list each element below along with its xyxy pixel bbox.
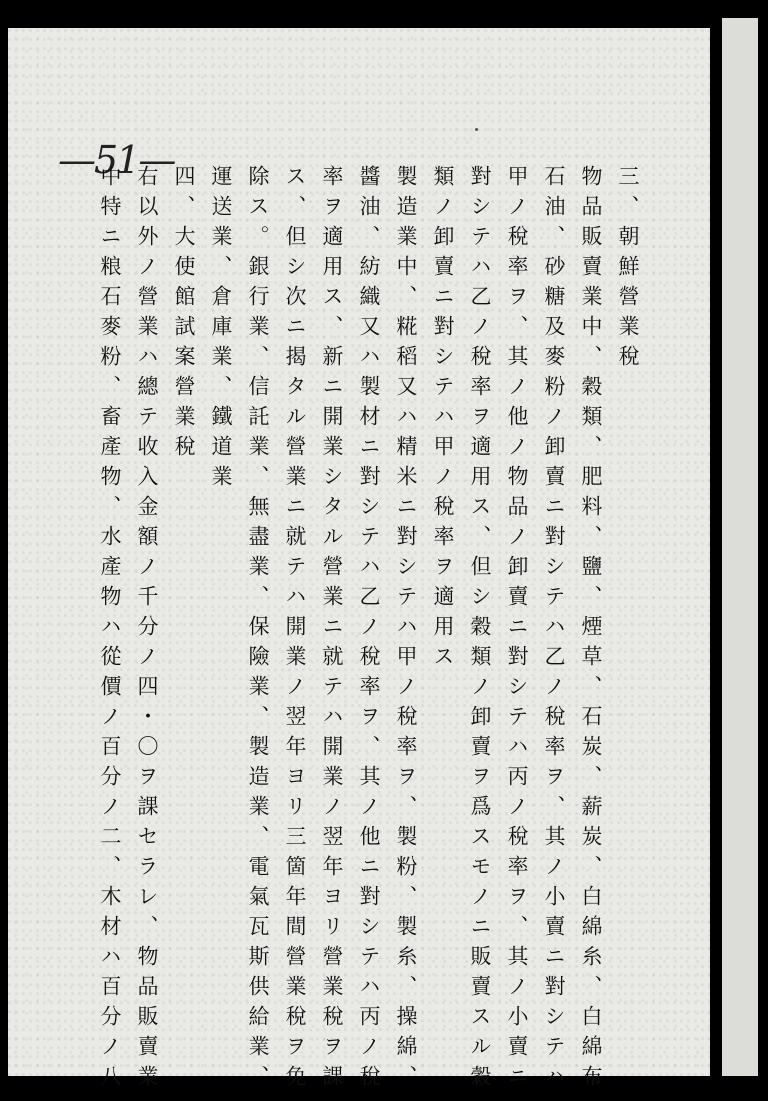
text-column-4: 甲ノ稅率ヲ、其ノ他ノ物品ノ卸賣ニ對シテハ丙ノ稅率ヲ、其ノ小賣ニ — [505, 165, 529, 1095]
text-column-3: 石油、砂糖及麥粉ノ卸賣ニ對シテハ乙ノ稅率ヲ、其ノ小賣ニ對シテハ — [542, 165, 566, 1095]
text-column-2: 物品販賣業中、穀類、肥料、鹽、煙草、石炭、薪炭、白綿糸、白綿布 — [579, 165, 603, 1095]
text-column-6: 類ノ卸賣ニ對シテハ甲ノ稅率ヲ適用ス — [431, 165, 455, 675]
section-heading-4: 四、大使館試案營業稅 — [172, 165, 196, 465]
section-heading-3: 三、朝鮮營業稅 — [616, 165, 640, 375]
text-column-5: 對シテハ乙ノ稅率ヲ適用ス、但シ穀類ノ卸賣ヲ爲スモノニ販賣スル穀 — [468, 165, 492, 1095]
text-column-11: 除ス。銀行業、信託業、無盡業、保險業、製造業、電氣瓦斯供給業、 — [246, 165, 270, 1095]
text-column-12: 運送業、倉庫業、鐵道業 — [209, 165, 233, 495]
text-column-15: 中特ニ粮石麥粉、畜產物、水產物ハ從價ノ百分ノ二、木材ハ百分ノ八 — [98, 165, 122, 1095]
page-number: —51— — [58, 138, 175, 182]
speck-mark — [475, 128, 478, 131]
text-column-8: 醬油、紡織又ハ製材ニ對シテハ乙ノ稅率ヲ、其ノ他ニ對シテハ丙ノ稅 — [357, 165, 381, 1095]
text-column-9: 率ヲ適用ス、新ニ開業シタル營業ニ就テハ開業ノ翌年ヨリ營業稅ヲ課 — [320, 165, 344, 1095]
text-column-7: 製造業中、糀稻又ハ精米ニ對シテハ甲ノ稅率ヲ、製粉、製糸、操綿、 — [394, 165, 418, 1095]
text-column-10: ス、但シ次ニ揭タル營業ニ就テハ開業ノ翌年ヨリ三箇年間營業稅ヲ免 — [283, 165, 307, 1095]
next-page-edge — [722, 18, 758, 1076]
text-column-14: 右以外ノ營業ハ總テ收入金額ノ千分ノ四・〇ヲ課セラレ、物品販賣業 — [135, 165, 159, 1095]
